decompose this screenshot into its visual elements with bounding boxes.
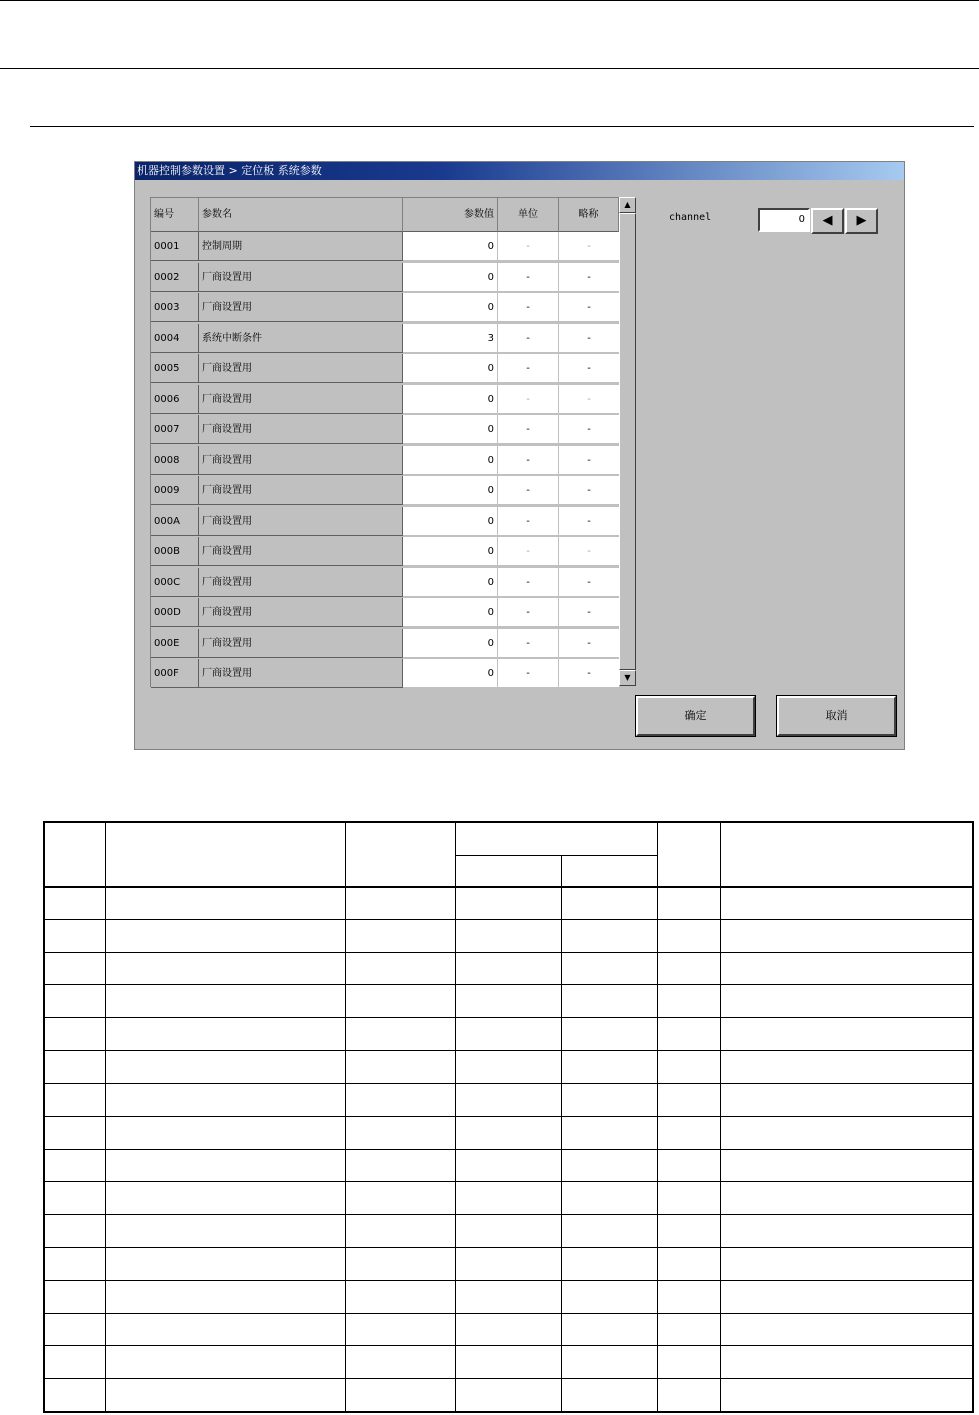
param-code: 000A <box>151 507 199 536</box>
param-value[interactable]: 0 <box>403 232 498 261</box>
ok-button[interactable]: 确定 <box>636 696 755 736</box>
table-row-rule <box>45 1083 972 1084</box>
param-abbr: - <box>559 415 619 444</box>
param-abbr: - <box>559 507 619 536</box>
param-unit: - <box>498 507 559 536</box>
param-value[interactable]: 0 <box>403 293 498 322</box>
param-value[interactable]: 0 <box>403 598 498 627</box>
param-unit: - <box>498 263 559 292</box>
param-code: 000C <box>151 568 199 597</box>
dialog-title: 机器控制参数设置 > 定位板 系统参数 <box>135 162 904 180</box>
channel-next-button[interactable] <box>845 208 878 234</box>
table-row-rule <box>45 1313 972 1314</box>
table-col-divider <box>455 823 456 1411</box>
param-value[interactable]: 0 <box>403 659 498 688</box>
param-value[interactable]: 0 <box>403 385 498 414</box>
param-abbr: - <box>559 476 619 505</box>
parameter-grid <box>150 197 619 687</box>
param-value[interactable]: 0 <box>403 537 498 566</box>
param-unit: - <box>498 629 559 658</box>
param-value[interactable]: 0 <box>403 568 498 597</box>
param-name: 系统中断条件 <box>199 324 403 353</box>
table-col-divider <box>720 823 721 1411</box>
param-unit: - <box>498 354 559 383</box>
table-row[interactable] <box>151 293 619 323</box>
parameter-dialog <box>134 161 905 750</box>
param-unit: - <box>498 293 559 322</box>
table-row-rule <box>45 1345 972 1346</box>
param-value[interactable]: 0 <box>403 446 498 475</box>
table-row-rule <box>45 1050 972 1051</box>
param-code: 000B <box>151 537 199 566</box>
header-rule <box>0 68 979 69</box>
param-unit: - <box>498 598 559 627</box>
table-row-rule <box>45 1116 972 1117</box>
triangle-left-icon: ◀ <box>822 213 833 228</box>
scroll-thumb[interactable] <box>619 213 636 670</box>
table-subheader-rule <box>455 855 657 856</box>
table-row-rule <box>45 1149 972 1150</box>
param-unit: - <box>498 568 559 597</box>
table-row-rule <box>45 984 972 985</box>
param-unit: - <box>498 659 559 688</box>
table-row[interactable] <box>151 537 619 567</box>
table-row[interactable] <box>151 385 619 415</box>
table-col-divider <box>561 855 562 1411</box>
table-row[interactable] <box>151 476 619 506</box>
param-abbr: - <box>559 446 619 475</box>
cancel-button[interactable]: 取消 <box>777 696 896 736</box>
param-code: 0005 <box>151 354 199 383</box>
table-row[interactable] <box>151 354 619 384</box>
channel-label: channel <box>669 212 712 223</box>
param-unit: - <box>498 385 559 414</box>
param-abbr: - <box>559 629 619 658</box>
param-code: 0006 <box>151 385 199 414</box>
param-code: 0007 <box>151 415 199 444</box>
param-name: 厂商设置用 <box>199 537 403 566</box>
table-row[interactable] <box>151 598 619 628</box>
param-code: 000D <box>151 598 199 627</box>
param-value[interactable]: 0 <box>403 629 498 658</box>
table-row[interactable] <box>151 232 619 262</box>
param-value[interactable]: 3 <box>403 324 498 353</box>
table-row-rule <box>45 1214 972 1215</box>
channel-input[interactable]: 0 <box>758 208 810 232</box>
param-name: 厂商设置用 <box>199 263 403 292</box>
header-abbr[interactable]: 略称 <box>559 198 619 232</box>
param-abbr: - <box>559 263 619 292</box>
param-name: 厂商设置用 <box>199 507 403 536</box>
grid-scrollbar[interactable] <box>619 197 636 686</box>
param-abbr: - <box>559 324 619 353</box>
param-abbr: - <box>559 385 619 414</box>
param-unit: - <box>498 232 559 261</box>
param-value[interactable]: 0 <box>403 415 498 444</box>
param-unit: - <box>498 324 559 353</box>
triangle-right-icon: ▶ <box>856 213 867 228</box>
table-row-rule <box>45 1378 972 1379</box>
param-abbr: - <box>559 293 619 322</box>
param-unit: - <box>498 476 559 505</box>
param-name: 厂商设置用 <box>199 385 403 414</box>
scroll-up-icon[interactable]: ▲ <box>619 197 636 213</box>
param-code: 000F <box>151 659 199 688</box>
param-unit: - <box>498 446 559 475</box>
table-row[interactable] <box>151 629 619 659</box>
param-abbr: - <box>559 568 619 597</box>
table-row-rule <box>45 952 972 953</box>
param-code: 0001 <box>151 232 199 261</box>
param-abbr: - <box>559 598 619 627</box>
param-name: 厂商设置用 <box>199 446 403 475</box>
table-row-rule <box>45 1247 972 1248</box>
param-abbr: - <box>559 232 619 261</box>
param-unit: - <box>498 537 559 566</box>
param-name: 厂商设置用 <box>199 598 403 627</box>
table-col-divider <box>105 823 106 1411</box>
param-code: 0008 <box>151 446 199 475</box>
param-value[interactable]: 0 <box>403 263 498 292</box>
param-name: 厂商设置用 <box>199 629 403 658</box>
header-unit[interactable]: 单位 <box>498 198 559 232</box>
param-code: 000E <box>151 629 199 658</box>
param-abbr: - <box>559 354 619 383</box>
channel-prev-button[interactable] <box>811 208 844 234</box>
param-value[interactable]: 0 <box>403 507 498 536</box>
param-value[interactable]: 0 <box>403 476 498 505</box>
table-row-rule <box>45 1181 972 1182</box>
param-abbr: - <box>559 537 619 566</box>
table-row[interactable] <box>151 659 619 689</box>
table-col-divider <box>345 823 346 1411</box>
header-value[interactable]: 参数值 <box>403 198 498 232</box>
table-row[interactable] <box>151 324 619 354</box>
grid-header <box>151 198 619 228</box>
param-name: 厂商设置用 <box>199 568 403 597</box>
param-code: 0004 <box>151 324 199 353</box>
table-row[interactable] <box>151 568 619 598</box>
param-name: 厂商设置用 <box>199 659 403 688</box>
header-code[interactable]: 编号 <box>151 198 199 232</box>
param-code: 0009 <box>151 476 199 505</box>
table-row[interactable] <box>151 507 619 537</box>
param-value[interactable]: 0 <box>403 354 498 383</box>
table-col-divider <box>657 823 658 1411</box>
param-name: 厂商设置用 <box>199 476 403 505</box>
table-row-rule <box>45 886 972 888</box>
header-name[interactable]: 参数名 <box>199 198 403 232</box>
table-row[interactable] <box>151 263 619 293</box>
empty-table <box>43 821 974 1413</box>
param-name: 厂商设置用 <box>199 293 403 322</box>
table-row-rule <box>45 1280 972 1281</box>
top-rule <box>0 0 979 1</box>
param-name: 厂商设置用 <box>199 354 403 383</box>
table-row[interactable] <box>151 446 619 476</box>
param-name: 厂商设置用 <box>199 415 403 444</box>
section-rule <box>30 126 974 127</box>
param-code: 0003 <box>151 293 199 322</box>
param-unit: - <box>498 415 559 444</box>
param-abbr: - <box>559 659 619 688</box>
scroll-down-icon[interactable]: ▼ <box>619 670 636 686</box>
param-code: 0002 <box>151 263 199 292</box>
table-row[interactable] <box>151 415 619 445</box>
table-row-rule <box>45 919 972 920</box>
param-name: 控制周期 <box>199 232 403 261</box>
table-row-rule <box>45 1017 972 1018</box>
